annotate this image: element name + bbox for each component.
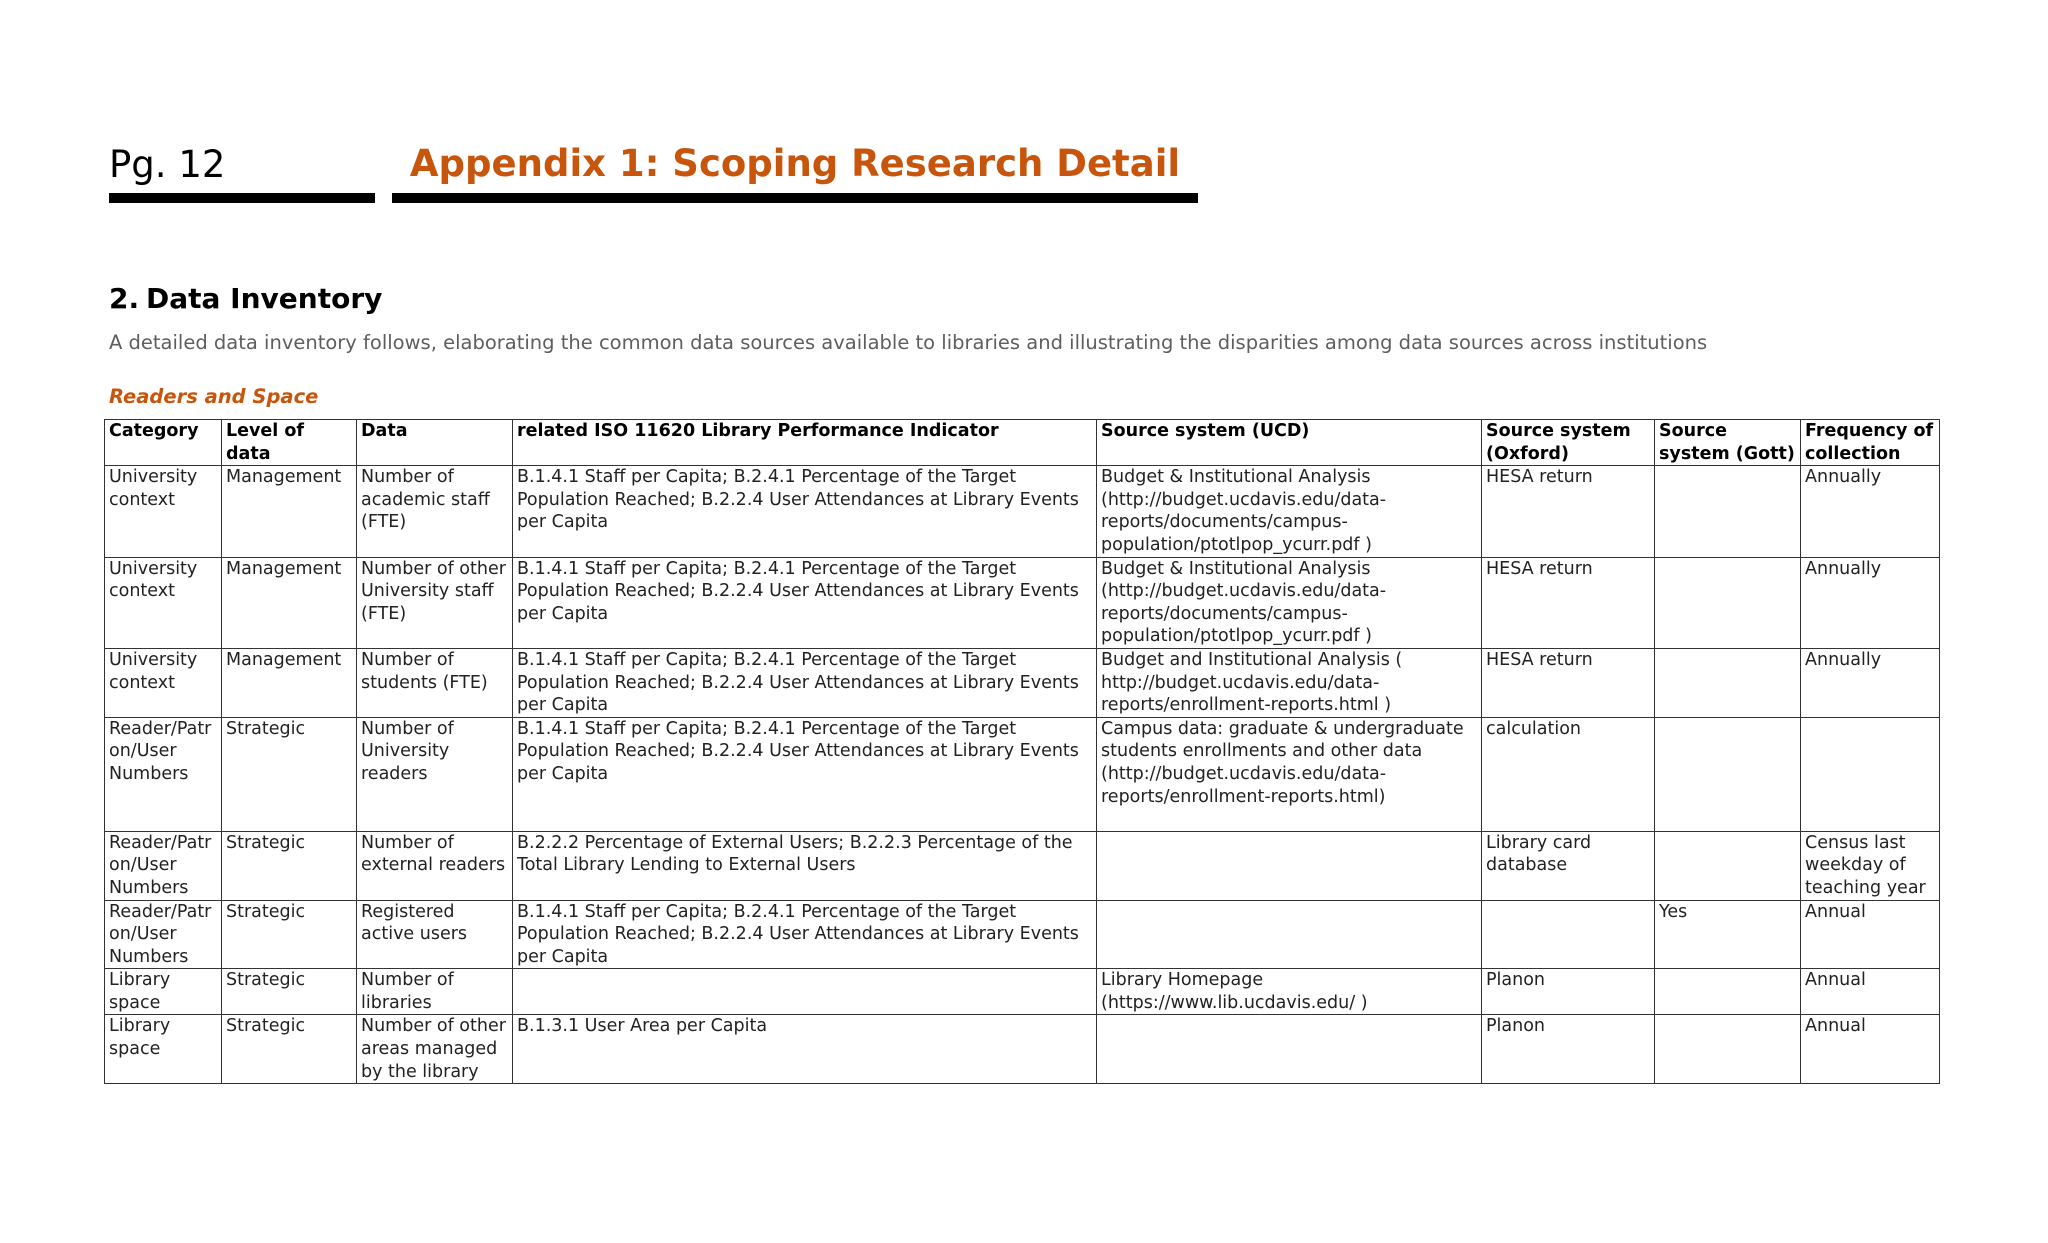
cell-frequency: Annually [1801, 648, 1940, 717]
cell-data: Registered active users [357, 900, 513, 969]
cell-iso-indicator: B.1.4.1 Staff per Capita; B.2.4.1 Percentage of the Target Population Reached; B.2.2.4 User Attendances at Library Events per Capita [513, 557, 1097, 648]
cell-data: Number of students (FTE) [357, 648, 513, 717]
header-rule-right [392, 193, 1198, 203]
cell-frequency: Census last weekday of teaching year [1801, 831, 1940, 900]
cell-iso-indicator: B.1.4.1 Staff per Capita; B.2.4.1 Percentage of the Target Population Reached; B.2.2.4 User Attendances at Library Events per Capita [513, 648, 1097, 717]
cell-iso-indicator: B.1.4.1 Staff per Capita; B.2.4.1 Percentage of the Target Population Reached; B.2.2.4 User Attendances at Library Events per Capita [513, 717, 1097, 831]
cell-source-gott [1655, 717, 1801, 831]
cell-level: Management [222, 557, 357, 648]
data-inventory-table [104, 419, 1940, 1084]
cell-category: Library space [105, 969, 222, 1015]
cell-frequency: Annual [1801, 969, 1940, 1015]
appendix-title: Appendix 1: Scoping Research Detail [409, 142, 1181, 185]
cell-category: Reader/Patron/User Numbers [105, 717, 222, 831]
cell-data: Number of external readers [357, 831, 513, 900]
cell-level: Strategic [222, 717, 357, 831]
cell-iso-indicator: B.1.4.1 Staff per Capita; B.2.4.1 Percentage of the Target Population Reached; B.2.2.4 User Attendances at Library Events per Capita [513, 466, 1097, 557]
section-number: 2. [109, 282, 140, 315]
cell-frequency: Annually [1801, 466, 1940, 557]
cell-category: University context [105, 648, 222, 717]
cell-level: Strategic [222, 831, 357, 900]
cell-data: Number of libraries [357, 969, 513, 1015]
cell-source-oxford [1482, 900, 1655, 969]
header-frequency: Frequency of collection [1801, 420, 1940, 466]
table-row [105, 717, 1940, 831]
cell-source-ucd: Budget & Institutional Analysis (http://budget.ucdavis.edu/data-reports/documents/campus-population/ptotlpop_ycurr.pdf ) [1097, 557, 1482, 648]
cell-source-ucd [1097, 900, 1482, 969]
table-row [105, 466, 1940, 557]
cell-source-oxford: Library card database [1482, 831, 1655, 900]
section-intro: A detailed data inventory follows, elaborating the common data sources available to libraries and illustrating the disparities among data sources across institutions [109, 331, 1708, 354]
cell-frequency: Annual [1801, 1015, 1940, 1084]
table-header-row [105, 420, 1940, 466]
cell-level: Management [222, 648, 357, 717]
cell-source-ucd: Budget and Institutional Analysis ( http://budget.ucdavis.edu/data-reports/enrollment-reports.html ) [1097, 648, 1482, 717]
cell-level: Strategic [222, 900, 357, 969]
cell-source-gott [1655, 831, 1801, 900]
table-row [105, 969, 1940, 1015]
cell-category: Library space [105, 1015, 222, 1084]
cell-source-gott [1655, 648, 1801, 717]
cell-source-oxford: HESA return [1482, 648, 1655, 717]
table-row [105, 557, 1940, 648]
header-source-oxford: Source system (Oxford) [1482, 420, 1655, 466]
cell-source-ucd [1097, 831, 1482, 900]
cell-category: University context [105, 466, 222, 557]
cell-source-ucd: Library Homepage (https://www.lib.ucdavis.edu/ ) [1097, 969, 1482, 1015]
section-heading [109, 279, 382, 319]
cell-source-gott [1655, 557, 1801, 648]
cell-level: Management [222, 466, 357, 557]
cell-source-gott: Yes [1655, 900, 1801, 969]
cell-data: Number of academic staff (FTE) [357, 466, 513, 557]
page-number: Pg. 12 [109, 143, 226, 186]
header-source-ucd: Source system (UCD) [1097, 420, 1482, 466]
table-subheading: Readers and Space [109, 385, 319, 408]
cell-source-oxford: calculation [1482, 717, 1655, 831]
cell-iso-indicator [513, 969, 1097, 1015]
cell-frequency: Annually [1801, 557, 1940, 648]
cell-data: Number of other University staff (FTE) [357, 557, 513, 648]
cell-source-ucd: Campus data: graduate & undergraduate students enrollments and other data (http://budget.ucdavis.edu/data-reports/enrollment-reports.html) [1097, 717, 1482, 831]
cell-frequency: Annual [1801, 900, 1940, 969]
cell-source-ucd: Budget & Institutional Analysis (http://budget.ucdavis.edu/data-reports/documents/campus-population/ptotlpop_ycurr.pdf ) [1097, 466, 1482, 557]
header-rule-left [109, 193, 375, 203]
cell-source-oxford: HESA return [1482, 557, 1655, 648]
cell-category: Reader/Patron/User Numbers [105, 900, 222, 969]
section-title: Data Inventory [146, 282, 383, 315]
cell-source-gott [1655, 1015, 1801, 1084]
cell-source-oxford: Planon [1482, 969, 1655, 1015]
cell-frequency [1801, 717, 1940, 831]
cell-iso-indicator: B.1.4.1 Staff per Capita; B.2.4.1 Percentage of the Target Population Reached; B.2.2.4 User Attendances at Library Events per Capita [513, 900, 1097, 969]
table-row [105, 1015, 1940, 1084]
cell-source-ucd [1097, 1015, 1482, 1084]
cell-level: Strategic [222, 969, 357, 1015]
header-source-gott: Source system (Gott) [1655, 420, 1801, 466]
header-iso-indicator: related ISO 11620 Library Performance Indicator [513, 420, 1097, 466]
cell-source-oxford: HESA return [1482, 466, 1655, 557]
header-level-of-data: Level of data [222, 420, 357, 466]
header-data: Data [357, 420, 513, 466]
cell-data: Number of other areas managed by the library [357, 1015, 513, 1084]
cell-category: Reader/Patron/User Numbers [105, 831, 222, 900]
cell-source-oxford: Planon [1482, 1015, 1655, 1084]
table-row [105, 831, 1940, 900]
cell-level: Strategic [222, 1015, 357, 1084]
cell-iso-indicator: B.1.3.1 User Area per Capita [513, 1015, 1097, 1084]
table-row [105, 900, 1940, 969]
cell-data: Number of University readers [357, 717, 513, 831]
table-row [105, 648, 1940, 717]
header-category: Category [105, 420, 222, 466]
cell-category: University context [105, 557, 222, 648]
cell-source-gott [1655, 969, 1801, 1015]
cell-source-gott [1655, 466, 1801, 557]
cell-iso-indicator: B.2.2.2 Percentage of External Users; B.2.2.3 Percentage of the Total Library Lending to External Users [513, 831, 1097, 900]
